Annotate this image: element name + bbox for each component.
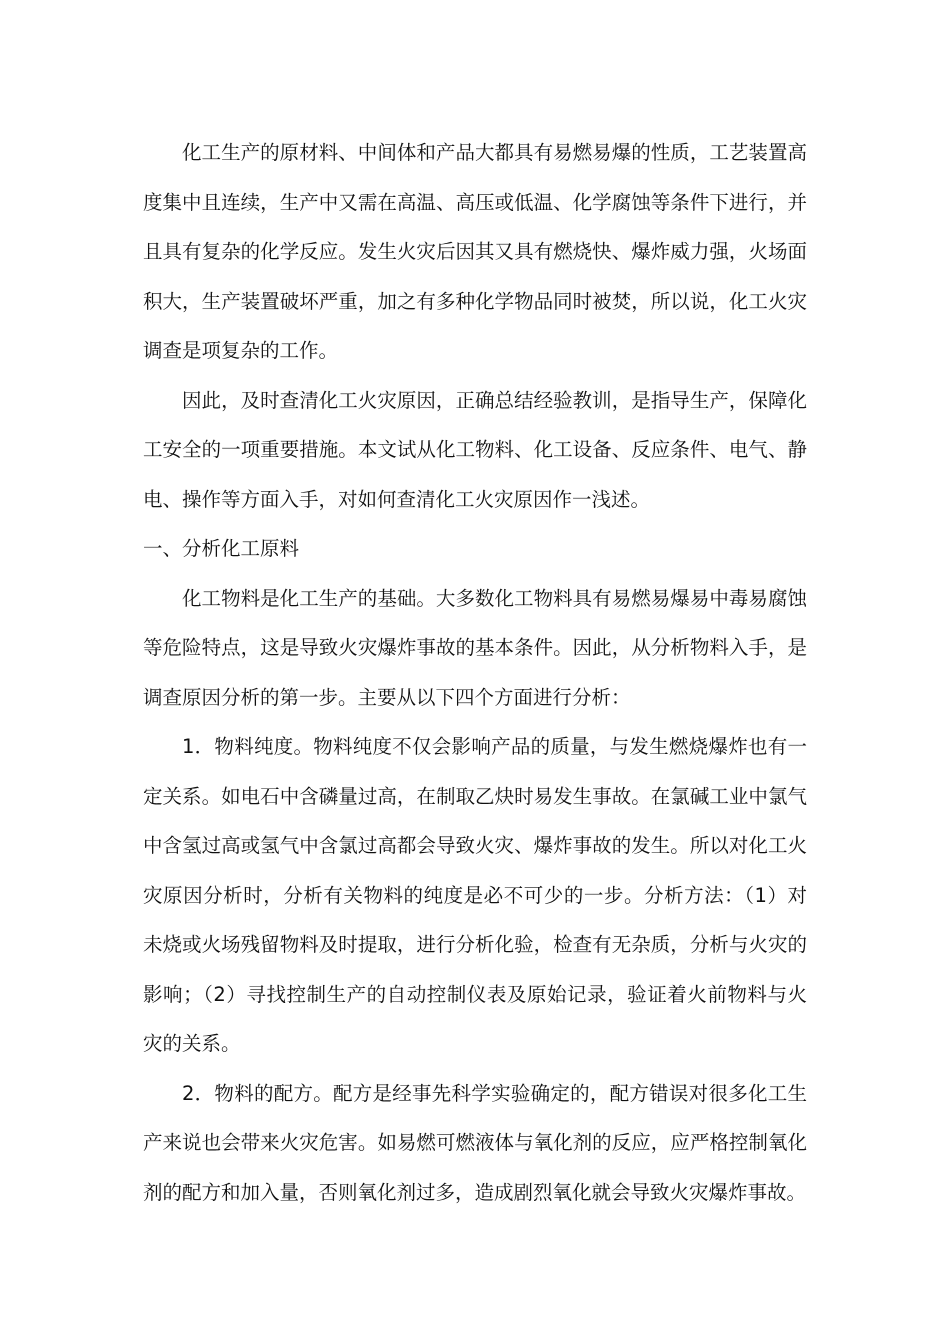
paragraph-formula: 2．物料的配方。配方是经事先科学实验确定的，配方错误对很多化工生产来说也会带来火灾危害。如易燃可燃液体与氧化剂的反应，应严格控制氧化剂的配方和加入量，否则氧化剂过多，造成剧烈氧化就会导致火灾爆炸事故。 [143,1081,807,1204]
document-page [143,128,807,1217]
paragraph-intro: 化工生产的原材料、中间体和产品大都具有易燃易爆的性质，工艺装置高度集中且连续，生产中又需在高温、高压或低温、化学腐蚀等条件下进行，并且具有复杂的化学反应。发生火灾后因其又具有燃烧快、爆炸威力强，火场面积大，生产装置破坏严重，加之有多种化学物品同时被焚，所以说，化工火灾调查是项复杂的工作。 [143,141,807,362]
section-heading: 一、分析化工原料 [143,537,300,560]
paragraph-purpose: 因此，及时查清化工火灾原因，正确总结经验教训，是指导生产，保障化工安全的一项重要措施。本文试从化工物料、化工设备、反应条件、电气、静电、操作等方面入手，对如何查清化工火灾原因作一浅述。 [143,388,807,511]
paragraph-materials: 化工物料是化工生产的基础。大多数化工物料具有易燃易爆易中毒易腐蚀等危险特点，这是导致火灾爆炸事故的基本条件。因此，从分析物料入手，是调查原因分析的第一步。主要从以下四个方面进行分析： [143,586,807,709]
paragraph-purity: 1．物料纯度。物料纯度不仅会影响产品的质量，与发生燃烧爆炸也有一定关系。如电石中含磷量过高，在制取乙炔时易发生事故。在氯碱工业中氯气中含氢过高或氢气中含氯过高都会导致火灾、爆炸事故的发生。所以对化工火灾原因分析时，分析有关物料的纯度是必不可少的一步。分析方法：（1）对未烧或火场残留物料及时提取，进行分析化验，检查有无杂质，分析与火灾的影响；（2）寻找控制生产的自动控制仪表及原始记录，验证着火前物料与火灾的关系。 [143,735,807,1055]
